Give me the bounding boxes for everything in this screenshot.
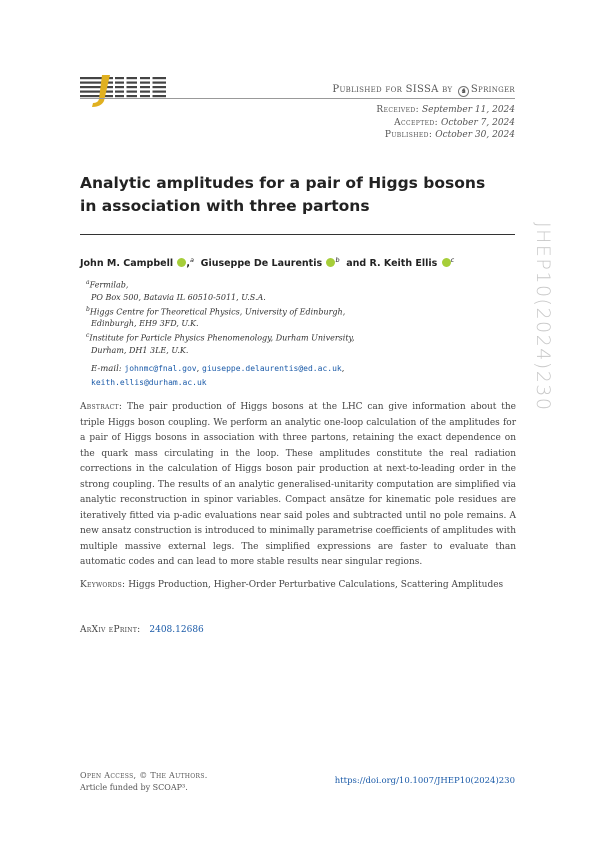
- abstract: [80, 400, 516, 571]
- author-name: Giuseppe De Laurentis: [200, 258, 323, 270]
- affiliations: [86, 277, 355, 357]
- abstract-text: The pair production of Higgs bosons at the LHC can give information about the triple Higgs boson coupling. We perform an analytic one-loop calculation of the amplitudes for a pair of Higgs bosons in association with three partons, retaining the exact dependence on the quark mass circulating in the loop. These amplitudes constitute the real radiation corrections in the calculation of Higgs boson pair production at next-to-leading order in the strong coupling. The results of an analytic generalised-unitarity computation are simplified via analytic reconstruction in spinor variables. Compact ansätze for kinematic pole residues are iteratively fitted via p-adic evaluations near said poles and subtracted until no pole remains. A new ansatz construction is introduced to minimally parametrise coefficients of amplitudes with multiple massive external legs. The simplified expressions are faster to evaluate than automatic codes and can lead to more stable results near singular regions.: [80, 402, 516, 567]
- funding-text: Article funded by SCOAP³.: [80, 783, 188, 792]
- email-block: E-mail: johnmc@fnal.gov, giuseppe.delaurentis@ed.ac.uk, keith.ellis@durham.ac.uk: [91, 364, 345, 387]
- keywords-text: Higgs Production, Higher-Order Perturbative Calculations, Scattering Amplitudes: [128, 580, 504, 590]
- published-for-text: Published for SISSA by: [332, 84, 453, 95]
- journal-reference-sidebar: [532, 222, 569, 542]
- author-list: John M. Campbell ,$^a$ Giuseppe De Laurentis $^b$ and R. Keith Ellis $^c$: [80, 256, 455, 270]
- publication-dates: [376, 104, 515, 142]
- doi-link[interactable]: https://doi.org/10.1007/JHEP10(2024)230: [334, 776, 515, 786]
- springer-horse-icon: ♞: [458, 86, 469, 97]
- email-link[interactable]: giuseppe.delaurentis@ed.ac.uk: [202, 364, 342, 373]
- author-affiliation-mark: b: [335, 256, 340, 264]
- author-and: and: [346, 258, 367, 270]
- orcid-icon[interactable]: [442, 258, 451, 267]
- journal-reference: JHEP10(2024)230: [532, 222, 554, 412]
- publisher-name: Springer: [470, 84, 515, 95]
- author-name: John M. Campbell: [80, 258, 174, 270]
- keywords: [80, 578, 516, 593]
- date-accepted: Accepted: October 7, 2024: [394, 117, 515, 128]
- open-access-text: Open Access, © The Authors.: [80, 771, 208, 780]
- affiliation-line: $^a$Fermilab,: [86, 279, 129, 290]
- paper-title: Analytic amplitudes for a pair of Higgs bosons in association with three partons: [80, 174, 486, 215]
- affiliation-line: Edinburgh, EH9 3FD, U.K.: [91, 319, 199, 329]
- email-link[interactable]: johnmc@fnal.gov: [124, 364, 197, 373]
- keywords-label: Keywords:: [80, 580, 126, 590]
- arxiv-eprint: [80, 625, 204, 635]
- author-name: R. Keith Ellis: [369, 258, 438, 270]
- arxiv-link[interactable]: 2408.12686: [149, 625, 204, 635]
- affiliation-line: $^b$Higgs Centre for Theoretical Physics, University of Edinburgh,: [86, 305, 346, 317]
- title-rule: [80, 234, 515, 235]
- affiliation-line: Durham, DH1 3LE, U.K.: [91, 345, 189, 355]
- jhep-logo: [80, 75, 166, 107]
- author-affiliation-mark: c: [450, 256, 455, 264]
- affiliation-line: PO Box 500, Batavia IL 60510-5011, U.S.A.: [91, 292, 266, 302]
- abstract-label: Abstract:: [80, 402, 123, 412]
- footer-license: [80, 770, 208, 794]
- header-rule: [80, 98, 515, 99]
- author-affiliation-mark: a: [190, 256, 195, 264]
- affiliation-line: $^c$Institute for Particle Physics Phenomenology, Durham University,: [86, 332, 355, 343]
- email-link[interactable]: keith.ellis@durham.ac.uk: [91, 378, 207, 387]
- publisher-line: [332, 84, 515, 97]
- arxiv-label: ArXiv ePrint:: [80, 625, 141, 635]
- date-published: Published: October 30, 2024: [384, 130, 515, 140]
- date-received: Received: September 11, 2024: [376, 105, 515, 115]
- email-label: E-mail:: [91, 364, 122, 374]
